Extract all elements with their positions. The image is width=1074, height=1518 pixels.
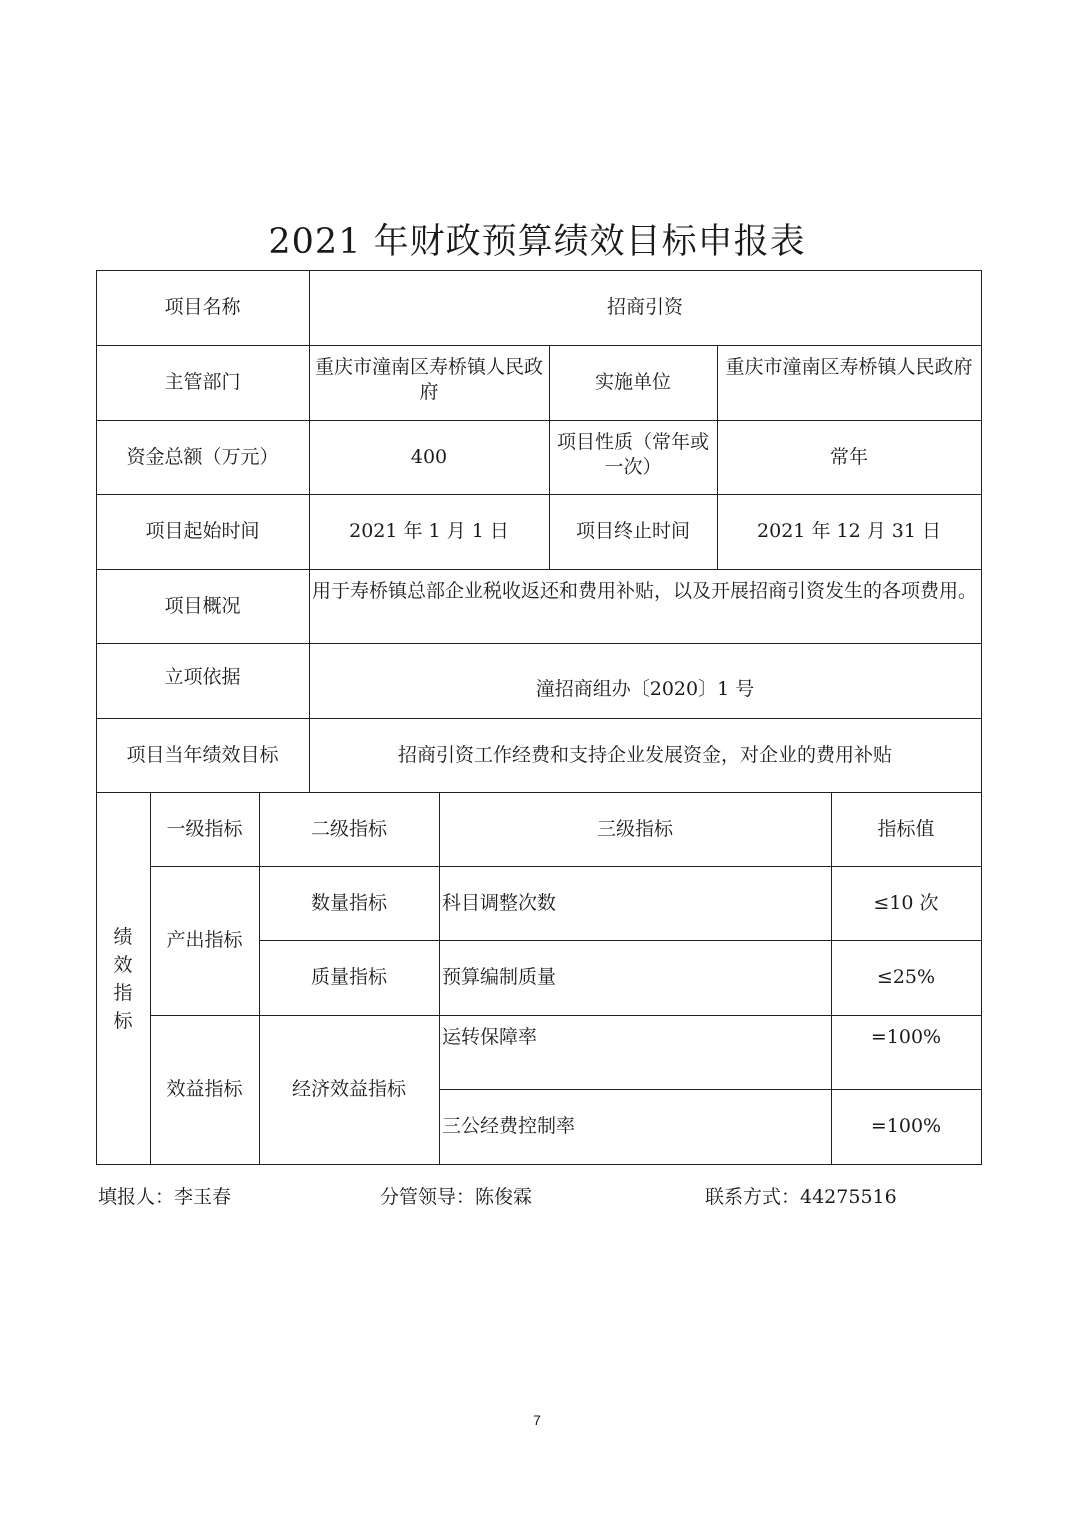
filler-info: 填报人：李玉春	[98, 1186, 232, 1208]
end-date-label: 项目终止时间	[575, 520, 690, 542]
overview-value: 用于寿桥镇总部企业税收返还和费用补贴，以及开展招商引资发生的各项费用。	[312, 580, 978, 602]
basis-label: 立项依据	[164, 666, 241, 688]
operation-guarantee-indicator: 运转保障率	[442, 1026, 538, 1048]
implementer-value: 重庆市潼南区寿桥镇人民政府	[725, 356, 973, 378]
header-level1: 一级指标	[166, 817, 243, 840]
header-level2: 二级指标	[310, 817, 387, 840]
page-number: 7	[533, 1412, 541, 1428]
page-title: 2021 年财政预算绩效目标申报表	[268, 222, 806, 262]
economic-benefit-indicator: 经济效益指标	[291, 1078, 406, 1100]
benefit-indicator-level1: 效益指标	[166, 1078, 243, 1100]
leader-info: 分管领导：陈俊霖	[380, 1186, 533, 1208]
annual-goal-label: 项目当年绩效目标	[126, 743, 279, 766]
quantity-indicator: 数量指标	[310, 891, 387, 914]
table-line	[981, 270, 982, 1165]
start-date-label: 项目起始时间	[145, 520, 260, 542]
project-nature-value: 常年	[829, 445, 868, 468]
three-public-expenses-value: =100%	[870, 1115, 942, 1137]
contact-info: 联系方式：44275516	[705, 1186, 897, 1208]
annual-goal-value: 招商引资工作经费和支持企业发展资金，对企业的费用补贴	[397, 743, 892, 766]
overview-label: 项目概况	[164, 594, 241, 617]
project-name-label: 项目名称	[164, 296, 241, 318]
table-line	[96, 1164, 982, 1165]
three-public-expenses-indicator: 三公经费控制率	[442, 1115, 576, 1137]
operation-guarantee-value: =100%	[870, 1026, 942, 1048]
quality-indicator: 质量指标	[310, 966, 387, 988]
header-level3: 三级指标	[596, 817, 673, 840]
end-date-value: 2021 年 12 月 31 日	[757, 520, 941, 542]
budget-quality-indicator: 预算编制质量	[442, 966, 557, 988]
start-date-value: 2021 年 1 月 1 日	[349, 520, 509, 542]
budget-quality-value: ≤25%	[876, 966, 936, 988]
department-value: 重庆市潼南区寿桥镇人民政府	[314, 356, 543, 403]
header-value: 指标值	[877, 817, 935, 840]
side-label-text: 绩效指标	[113, 925, 133, 1032]
fund-total-label: 资金总额（万元）	[126, 445, 279, 468]
adjustment-count-indicator: 科目调整次数	[442, 891, 557, 914]
project-nature-label: 项目性质（常年或一次）	[556, 431, 709, 478]
adjustment-count-value: ≤10 次	[873, 891, 939, 914]
implementer-label: 实施单位	[594, 371, 671, 393]
budget-form-table	[96, 270, 982, 1165]
department-label: 主管部门	[164, 371, 241, 393]
output-indicator-level1: 产出指标	[166, 929, 243, 951]
project-name-value: 招商引资	[606, 296, 683, 318]
performance-indicators-side-label	[96, 792, 150, 1165]
basis-value: 潼招商组办〔2020〕1 号	[535, 678, 755, 700]
fund-total-value: 400	[410, 445, 448, 468]
